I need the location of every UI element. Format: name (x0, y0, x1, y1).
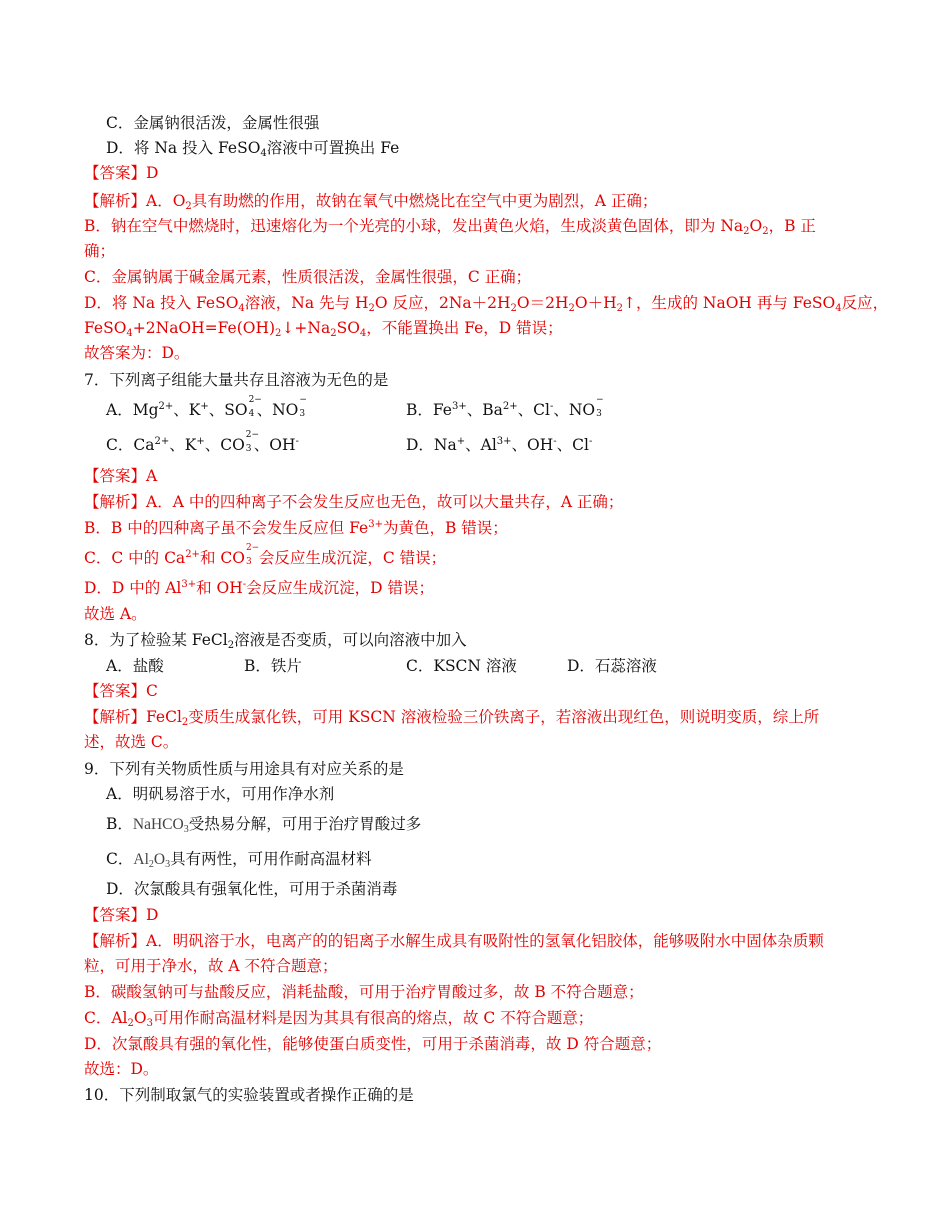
q8-explanation: 【解析】FeCl$_2$变质生成氯化铁，可用 KSCN 溶液检验三价铁离子，若溶液出现红色，则说明变质，综上所 (84, 708, 820, 728)
q7-answer: 【答案】A (84, 467, 158, 485)
q7-stem: 7．下列离子组能大量共存且溶液为无色的是 (84, 371, 389, 389)
q6-conclusion: 故答案为：D。 (84, 344, 190, 362)
q7-explanation-b: B．B 中的四种离子虽不会发生反应但 $Fe^{3+}$为黄色，B 错误； (84, 519, 508, 537)
q9-conclusion: 故选：D。 (84, 1060, 159, 1078)
q6-explanation-b: B．钠在空气中燃烧时，迅速熔化为一个光亮的小球，发出黄色火焰，生成淡黄色固体，即为 $Na_2O_2$，B 正 (84, 217, 816, 237)
q9-explanation-d: D．次氯酸具有强的氧化性，能够使蛋白质变性，可用于杀菌消毒，故 D 符合题意； (84, 1035, 662, 1053)
q8-option-d: D．石蕊溶液 (567, 657, 657, 675)
q8-option-b: B．铁片 (244, 657, 302, 675)
q9-explanation-b: B．碳酸氢钠可与盐酸反应，消耗盐酸，可用于治疗胃酸过多，故 B 不符合题意； (84, 983, 644, 1001)
q7-option-d: D．Na+、$Al^{3+}$、OH-、Cl- (406, 436, 593, 454)
q6-explanation-c: C．金属钠属于碱金属元素，性质很活泼，金属性很强，C 正确； (84, 268, 532, 286)
q7-explanation-a: 【解析】A．A 中的四种离子不会发生反应也无色，故可以大量共存，A 正确； (84, 493, 624, 511)
q10-stem: 10．下列制取氯气的实验装置或者操作正确的是 (84, 1086, 414, 1104)
q8-option-c: C．KSCN 溶液 (406, 657, 517, 675)
q9-stem: 9．下列有关物质性质与用途具有对应关系的是 (84, 760, 404, 778)
q9-option-d: D．次氯酸具有强氧化性，可用于杀菌消毒 (106, 880, 398, 898)
q9-explanation-a-cont: 粒，可用于净水，故 A 不符合题意； (84, 957, 338, 975)
q7-option-c: C．$Ca^{2+}$、K+、CO 2− 3 、OH- (106, 430, 299, 454)
q6-option-d: D．将 Na 投入 FeSO$_4$溶液中可置换出 Fe (106, 139, 400, 159)
q6-option-c: C．金属钠很活泼，金属性很强 (106, 114, 320, 132)
q9-explanation-c: C．$Al_2O_3$可用作耐高温材料是因为其具有很高的熔点，故 C 不符合题意； (84, 1009, 594, 1029)
q8-stem: 8．为了检验某 FeCl$_2$溶液是否变质，可以向溶液中加入 (84, 631, 467, 651)
q6-explanation-d: D．将 Na 投入 FeSO$_4$溶液，Na 先与 $H_2O$ 反应，$2Na+2H_2O=2H_2O+H_2↑$，生成的 NaOH 再与 FeSO$_4$反应， (84, 294, 889, 314)
q6-answer: 【答案】D (84, 164, 159, 182)
q9-option-a: A．明矾易溶于水，可用作净水剂 (106, 785, 335, 803)
q9-explanation-a: 【解析】A．明矾溶于水，电离产的的铝离子水解生成具有吸附性的氢氧化铝胶体，能够吸附水中固体杂质颗 (84, 932, 824, 950)
q7-option-b: B．$Fe^{3+}$、$Ba^{2+}$、Cl-、NO − 3 (406, 395, 604, 419)
q8-explanation-cont: 述，故选 C。 (84, 733, 179, 751)
q7-option-a: A．$Mg^{2+}$、K+、SO 2− 4 、NO − 3 (106, 395, 307, 419)
q9-option-b: B．NaHCO$_3$受热易分解，可用于治疗胃酸过多 (106, 815, 422, 835)
q6-explanation-b-cont: 确； (84, 242, 116, 260)
q6-explanation-d-cont: $FeSO_4+2NaOH=Fe(OH)_2↓+Na_2SO_4$，不能置换出 Fe，D 错误； (84, 319, 563, 339)
q8-answer: 【答案】C (84, 682, 158, 700)
q6-explanation-a: 【解析】A．$O_2$具有助燃的作用，故钠在氧气中燃烧比在空气中更为剧烈，A 正确； (84, 192, 658, 212)
q9-option-c: C．$Al_2O_3$具有两性，可用作耐高温材料 (106, 850, 372, 870)
q7-explanation-c: C．C 中的 $Ca^{2+}$和 CO 2− 3 会反应生成沉淀，C 错误； (84, 543, 447, 567)
q8-option-a: A．盐酸 (106, 657, 164, 675)
q9-answer: 【答案】D (84, 906, 159, 924)
q7-explanation-d: D．D 中的 $Al^{3+}$和 OH-会反应生成沉淀，D 错误； (84, 579, 435, 597)
q7-conclusion: 故选 A。 (84, 605, 147, 623)
